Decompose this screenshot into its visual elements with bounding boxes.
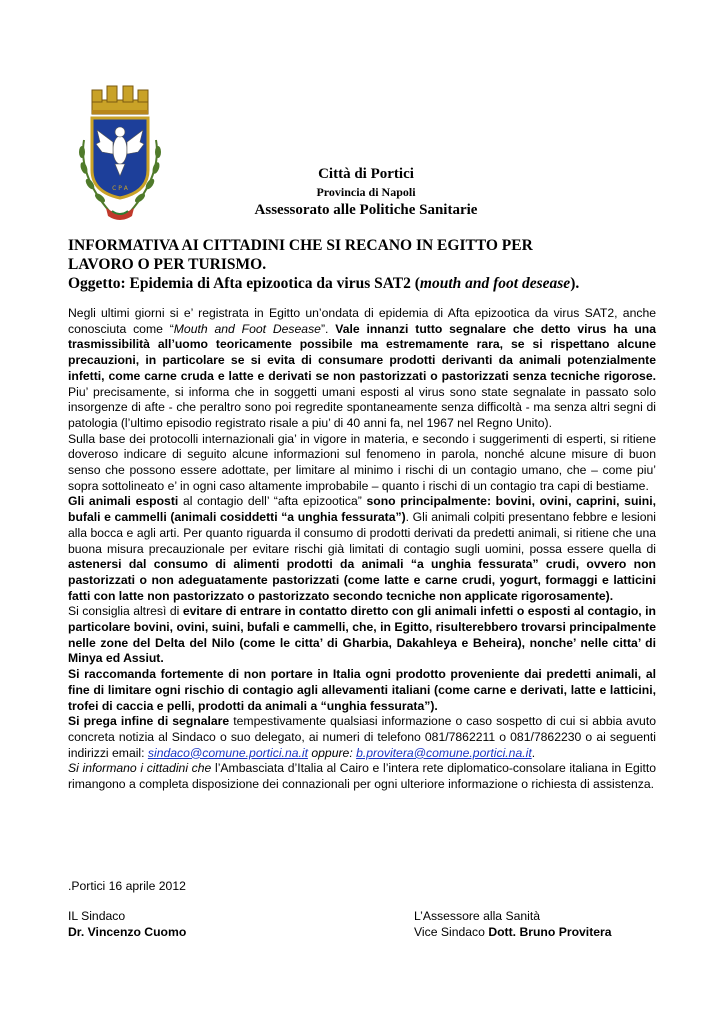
paragraph-protocols: Sulla base dei protocolli internazionali gia’ in vigore in materia, e secondo i suggerimenti di esperti, si ritiene doveroso indicare di seguito alcune informazioni sul fenomeno in parola, nonché alcune misure di buon senso che possono essere adottate, per limitare al minimo i rischi di un contagio umano, che – come piu’ sopra sottolineato e’ in ogni caso altamente improbabile – quanto i rischi di un contagio tra capi di bestiame. [68, 431, 656, 493]
paragraph-report: Si prega infine di segnalare tempestivamente qualsiasi informazione o caso sospetto di cui si abbia avuto concreta notizia al Sindaco o suo delegato, ai numeri di telefono 081/7862211 o 081/7862230 o ai seguenti indirizzi email: sindaco@comune.portici.na.it oppure: b.provitera@comune.portici.na.it. [68, 714, 656, 760]
department-name: Assessorato alle Politiche Sanitarie [254, 202, 478, 218]
city-name: Città di Portici [318, 166, 414, 182]
signature-assessor-name-line: Vice Sindaco Dott. Bruno Provitera [414, 925, 612, 939]
paragraph-contact-advice: Si consiglia altresì di evitare di entrare in contatto diretto con gli animali infetti o esposti al contagio, in particolare bovini, ovini, suini, bufali e cammelli, che, in Egitto, risulterebbero trovarsi principalmente nelle zone del Delta del Nilo (come le citta’ di Gharbia, Dakahleya e Beheira), nonche’ nelle citta’ di Minya ed Assiut. [68, 604, 656, 666]
paragraph-animals: Gli animali esposti al contagio dell’ “afta epizootica” sono principalmente: bovini, ovini, caprini, suini, bufali e cammelli (animali cosiddetti “a unghia fessurata”). Gli animali colpiti presentano febbre e lesioni alla bocca e agli arti. Per quanto riguarda il consumo di prodotti derivati da predetti animali, si ritiene che una buona misura precauzionale per evitare rischi già limitati di contagio sugli uomini, possa essere quella di astenersi dal consumo di alimenti prodotti da animali “a unghia fessurata” crudi, ovvero non pastorizzati o non adeguatamente pastorizzati (come latte e carne crudi, yogurt, formaggi e latticini fatti con latte non pastorizzato o pastorizzato secondo tecniche non applicate rigorosamente). [68, 494, 657, 603]
letterhead [200, 165, 532, 220]
subject-line: Oggetto: Epidemia di Afta epizootica da virus SAT2 (mouth and foot desease). [68, 275, 580, 292]
paragraph-intro: Negli ultimi giorni si e’ registrata in Egitto un’ondata di epidemia di Afta epizootica da virus SAT2, anche conosciuta come “Mouth and Foot Desease”. Vale innanzi tutto segnalare che detto virus ha una trasmissibilità all’uomo teoricamente possibile ma estremamente rara, se si rispettano alcune precauzioni, in particolare se si evita di consumare prodotti derivanti da animali potenzialmente infetti, come carne cruda e latte e derivati se non pastorizzati o pastorizzati senza tecniche rigorose. Piu’ precisamente, si informa che in soggetti umani esposti al virus sono state segnalate in passato solo insorgenze di afte - che peraltro sono poi regredite spontaneamente senza difficoltà - ma senza altri segni di patologia (l’ultimo episodio registrato risale a piu’ di 40 anni fa, nel 1967 nel Regno Unito). [68, 306, 656, 430]
signature-mayor-role: IL Sindaco [68, 909, 126, 923]
title-line-1: INFORMATIVA AI CITTADINI CHE SI RECANO IN EGITTO PER [68, 237, 533, 254]
document-title [68, 236, 668, 293]
paragraph-import-warning: Si raccomanda fortemente di non portare in Italia ogni prodotto proveniente dai predetti animali, al fine di limitare ogni rischio di contagio agli allevamenti italiani (come carne e derivati, latte e latticini, trofei di caccia e pelli, prodotti da animali a “unghia fessurata”). [68, 667, 656, 713]
signature-assessor [414, 908, 612, 940]
coat-of-arms-icon [70, 80, 170, 230]
signature-assessor-role: L’Assessore alla Sanità [414, 909, 541, 923]
document-date: .Portici 16 aprile 2012 [68, 879, 186, 893]
crown-icon [92, 86, 148, 114]
province-name: Provincia di Napoli [316, 185, 416, 199]
paragraph-embassy: Si informano i cittadini che l’Ambasciata d’Italia al Cairo e l’intera rete diplomatico-consolare italiana in Egitto rimangono a completa disposizione dei connazionali per ogni ulteriore informazione o richiesta di assistenza. [68, 761, 656, 792]
email-link-sindaco[interactable]: sindaco@comune.portici.na.it [147, 745, 308, 760]
email-link-provitera[interactable]: b.provitera@comune.portici.na.it [356, 745, 532, 760]
title-line-2: LAVORO O PER TURISMO. [68, 256, 267, 273]
signature-mayor [68, 908, 186, 940]
svg-text:C P A: C P A [112, 185, 128, 192]
document-body [68, 306, 656, 793]
signature-mayor-name: Dr. Vincenzo Cuomo [68, 925, 187, 939]
